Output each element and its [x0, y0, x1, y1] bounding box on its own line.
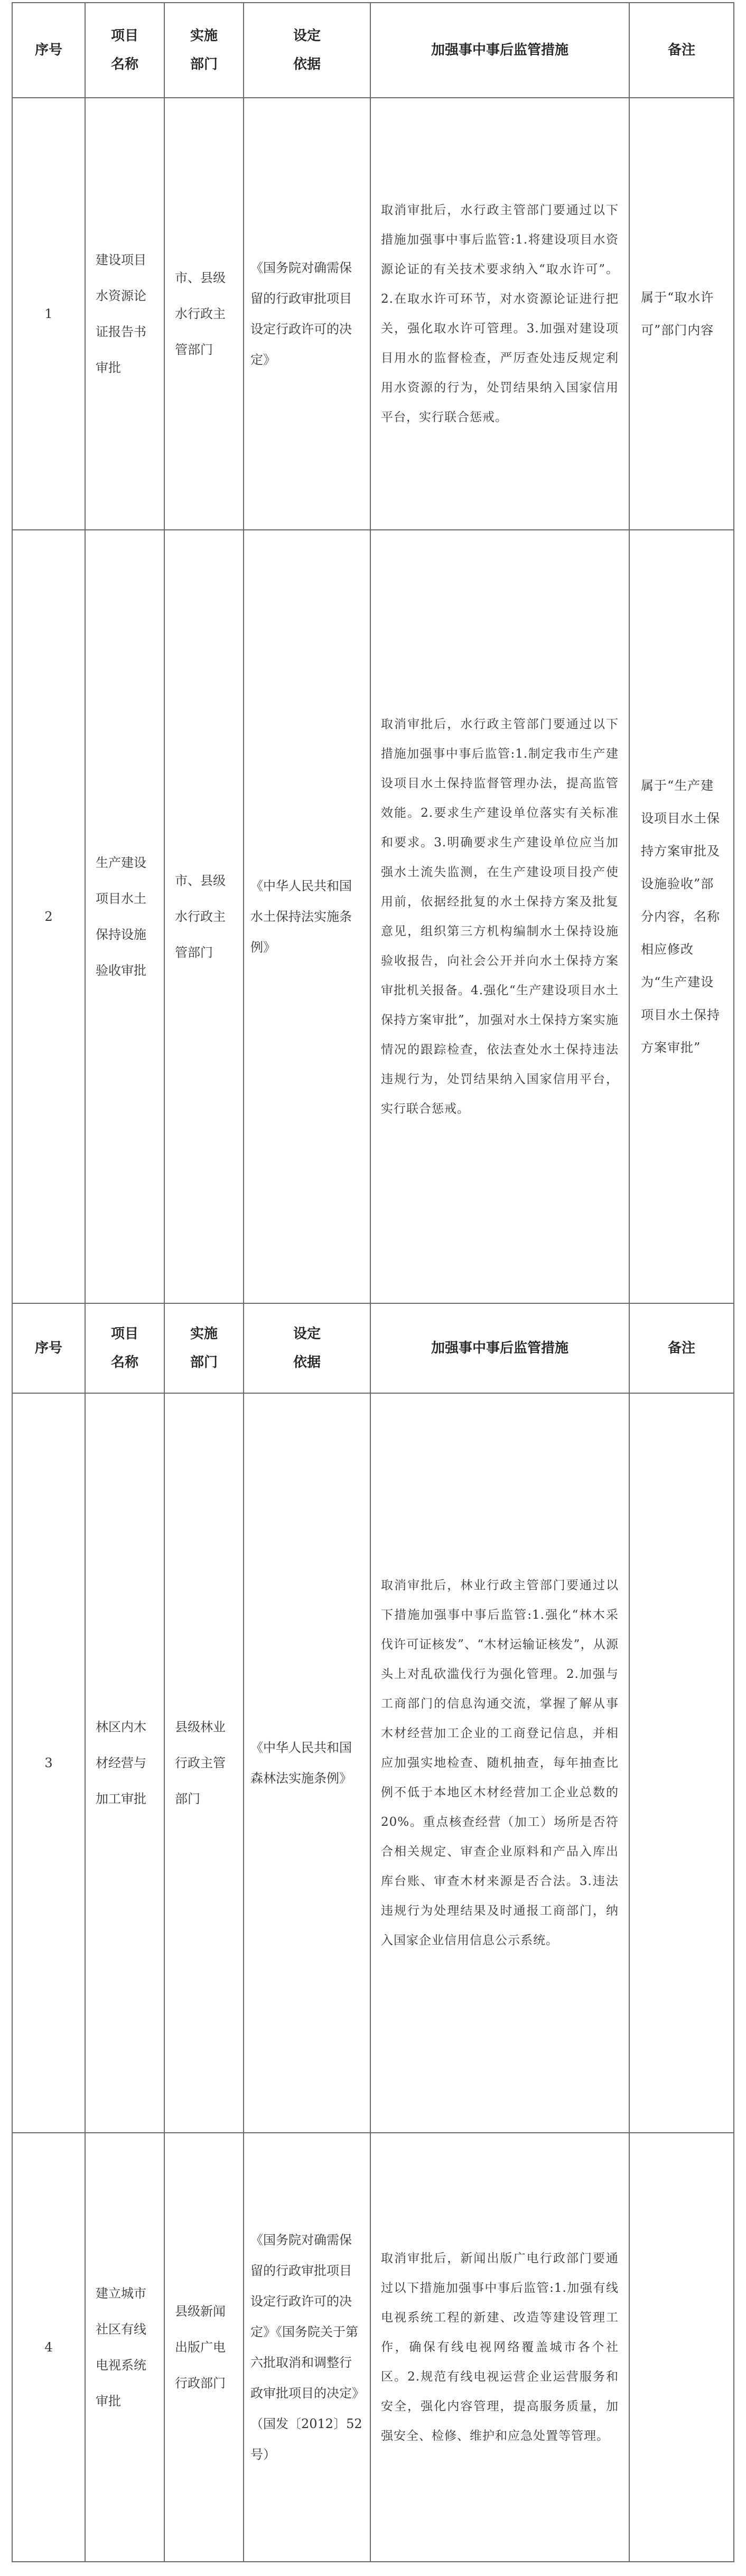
implementing-unit: 市、县级水行政主管部门 [164, 530, 244, 1303]
item-name: 生产建设项目水土保持设施验收审批 [85, 530, 164, 1303]
header-unit: 实施部门 [164, 1303, 244, 1393]
table-header-row-repeat [12, 1303, 734, 1393]
item-name: 林区内木材经营与加工审批 [85, 1393, 164, 2133]
table-row [12, 530, 734, 1303]
item-name: 建立城市社区有线电视系统审批 [85, 2133, 164, 2562]
legal-basis: 《中华人民共和国水土保持法实施条例》 [244, 530, 370, 1303]
supervision-measures: 取消审批后，水行政主管部门要通过以下措施加强事中事后监管:1.制定我市生产建设项目水土保持监督管理办法，提高监管效能。2.要求生产建设单位落实有关标准和要求。3.明确要求生产建设单位应当加强水土流失监测，在生产建设项目投产使用前，依据经批复的水土保持方案及批复意见，组织第三方机构编制水土保持设施验收报告，向社会公开并向水土保持方案审批机关报备。4.强化“生产建设项目水土保持方案审批”，加强对水土保持方案实施情况的跟踪检查，依法查处水土保持违法违规行为，处罚结果纳入国家信用平台，实行联合惩戒。 [370, 530, 629, 1303]
header-note: 备注 [629, 1303, 734, 1393]
header-measures: 加强事中事后监管措施 [370, 1303, 629, 1393]
legal-basis: 《国务院对确需保留的行政审批项目设定行政许可的决定》 [244, 98, 370, 530]
remark: 属于“取水许可”部门内容 [629, 98, 734, 530]
legal-basis: 《国务院对确需保留的行政审批项目设定行政许可的决定》《国务院关于第六批取消和调整行政审批项目的决定》（国发〔2012〕52号） [244, 2133, 370, 2562]
measures-table [12, 2, 734, 2562]
implementing-unit: 县级新闻出版广电行政部门 [164, 2133, 244, 2562]
table-header-row [12, 3, 734, 98]
header-note: 备注 [629, 3, 734, 98]
regulatory-measures-document [12, 2, 733, 2562]
remark: 属于“生产建设项目水土保持方案审批及设施验收”部分内容，名称相应修改为“生产建设项目水土保持方案审批” [629, 530, 734, 1303]
table-row [12, 2133, 734, 2562]
header-item: 项目名称 [85, 3, 164, 98]
header-measures: 加强事中事后监管措施 [370, 3, 629, 98]
table-row [12, 1393, 734, 2133]
supervision-measures: 取消审批后，新闻出版广电行政部门要通过以下措施加强事中事后监管:1.加强有线电视系统工程的新建、改造等建设管理工作，确保有线电视网络覆盖城市各个社区。2.规范有线电视运营企业运营服务和安全，强化内容管理，提高服务质量，加强安全、检修、维护和应急处置等管理。 [370, 2133, 629, 2562]
table-row [12, 98, 734, 530]
header-basis: 设定依据 [244, 3, 370, 98]
row-number: 4 [12, 2133, 85, 2562]
header-no: 序号 [12, 1303, 85, 1393]
item-name: 建设项目水资源论证报告书审批 [85, 98, 164, 530]
header-item: 项目名称 [85, 1303, 164, 1393]
header-unit: 实施部门 [164, 3, 244, 98]
legal-basis: 《中华人民共和国森林法实施条例》 [244, 1393, 370, 2133]
row-number: 1 [12, 98, 85, 530]
remark [629, 1393, 734, 2133]
row-number: 2 [12, 530, 85, 1303]
row-number: 3 [12, 1393, 85, 2133]
implementing-unit: 县级林业行政主管部门 [164, 1393, 244, 2133]
supervision-measures: 取消审批后，水行政主管部门要通过以下措施加强事中事后监管:1.将建设项目水资源论证的有关技术要求纳入“取水许可”。2.在取水许可环节，对水资源论证进行把关，强化取水许可管理。3.加强对建设项目用水的监督检查，严厉查处违反规定利用水资源的行为，处罚结果纳入国家信用平台，实行联合惩戒。 [370, 98, 629, 530]
supervision-measures: 取消审批后，林业行政主管部门要通过以下措施加强事中事后监管:1.强化“林木采伐许可证核发”、“木材运输证核发”，从源头上对乱砍滥伐行为强化管理。2.加强与工商部门的信息沟通交流，掌握了解从事木材经营加工企业的工商登记信息，并相应加强实地检查、随机抽查，每年抽查比例不低于本地区木材经营加工企业总数的20%。重点核查经营（加工）场所是否符合相关规定、审查企业原料和产品入库出库台账、审查木材来源是否合法。3.违法违规行为处理结果及时通报工商部门，纳入国家企业信用信息公示系统。 [370, 1393, 629, 2133]
header-basis: 设定依据 [244, 1303, 370, 1393]
implementing-unit: 市、县级水行政主管部门 [164, 98, 244, 530]
header-no: 序号 [12, 3, 85, 98]
remark [629, 2133, 734, 2562]
